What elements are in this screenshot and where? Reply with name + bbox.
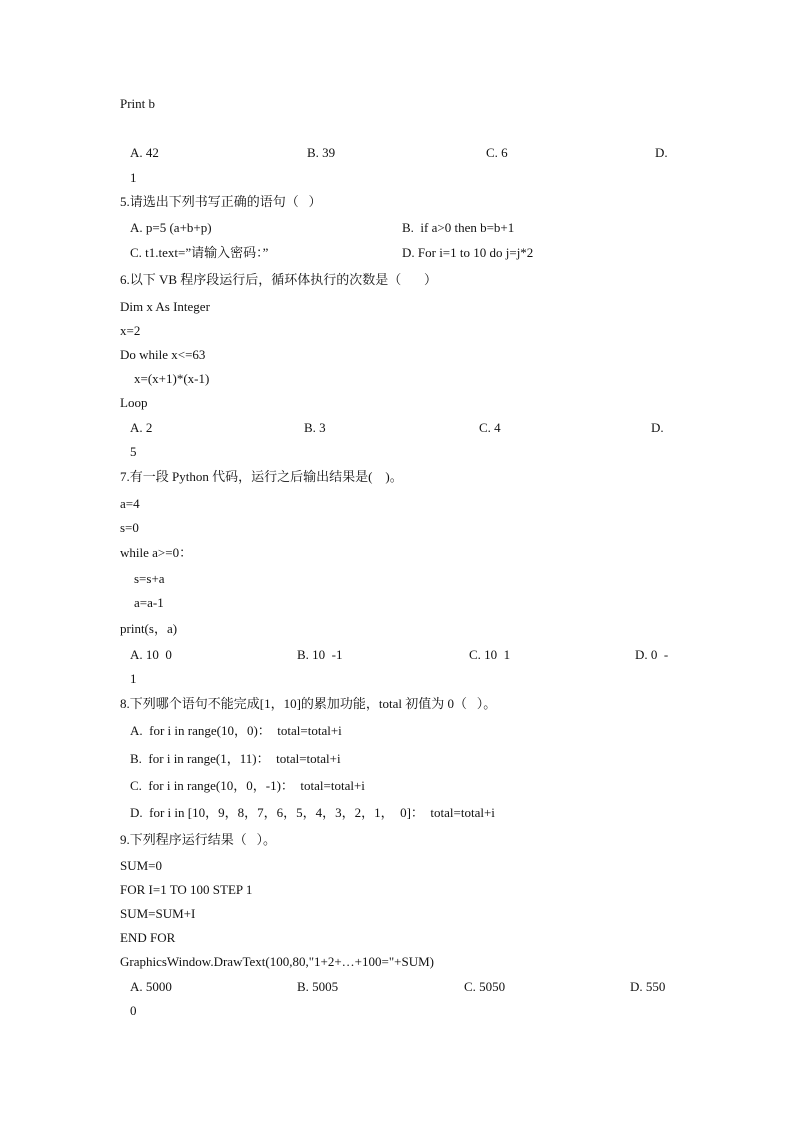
option-a: A. 2 [130,420,153,435]
code-line: Loop [120,395,148,410]
option-d: D. For i=1 to 10 do j=j*2 [402,245,534,260]
question-stem: 8.下列哪个语句不能完成[1，10]的累加功能，total 初值为 0（ ）。 [120,696,497,711]
option-b: B. for i in range(1，11)： total=total+i [130,751,341,766]
question-stem: 6.以下 VB 程序段运行后，循环体执行的次数是（ ） [120,272,438,287]
option-d-wrap: 1 [130,671,137,686]
option-c: C. 4 [479,420,501,435]
code-line: FOR I=1 TO 100 STEP 1 [120,882,253,897]
code-line: a=4 [120,496,140,511]
option-d-wrap: 5 [130,444,137,459]
option-b: B. if a>0 then b=b+1 [402,220,515,235]
option-a: A. 42 [130,145,159,160]
code-line: END FOR [120,930,176,945]
option-d: D. [655,145,668,160]
option-a: A. for i in range(10，0)： total=total+i [130,723,342,738]
code-line: while a>=0： [120,545,193,560]
option-d: D. for i in [10，9，8，7，6，5，4，3，2，1， 0]： total=total+i [130,805,495,820]
option-c: C. t1.text=”请输入密码：” [130,245,269,260]
option-c: C. 6 [486,145,508,160]
code-line: Do while x<=63 [120,347,206,362]
option-d-wrap: 1 [130,170,137,185]
code-line: x=2 [120,323,141,338]
code-line: SUM=0 [120,858,163,873]
option-c: C. 10 1 [469,647,511,662]
option-c: C. for i in range(10，0，-1)： total=total+i [130,778,365,793]
option-a: A. 10 0 [130,647,172,662]
code-line: print(s，a) [120,621,178,636]
code-line: Print b [120,96,156,111]
question-stem: 7.有一段 Python 代码，运行之后输出结果是( )。 [120,469,403,484]
option-d: D. [651,420,664,435]
option-d: D. 550 [630,979,666,994]
code-line: GraphicsWindow.DrawText(100,80,"1+2+…+100="+SUM) [120,954,434,969]
option-d: D. 0 - [635,647,669,662]
code-line: s=s+a [134,571,165,586]
code-line: a=a-1 [134,595,164,610]
code-line: SUM=SUM+I [120,906,196,921]
question-stem: 9.下列程序运行结果（ ）。 [120,832,277,847]
question-stem: 5.请选出下列书写正确的语句（ ） [120,194,322,209]
option-c: C. 5050 [464,979,506,994]
option-d-wrap: 0 [130,1003,137,1018]
code-line: Dim x As Integer [120,299,210,314]
option-a: A. 5000 [130,979,172,994]
option-a: A. p=5 (a+b+p) [130,220,212,235]
code-line: s=0 [120,520,139,535]
option-b: B. 3 [304,420,326,435]
option-b: B. 39 [307,145,336,160]
option-b: B. 10 -1 [297,647,343,662]
code-line: x=(x+1)*(x-1) [134,371,210,386]
option-b: B. 5005 [297,979,339,994]
